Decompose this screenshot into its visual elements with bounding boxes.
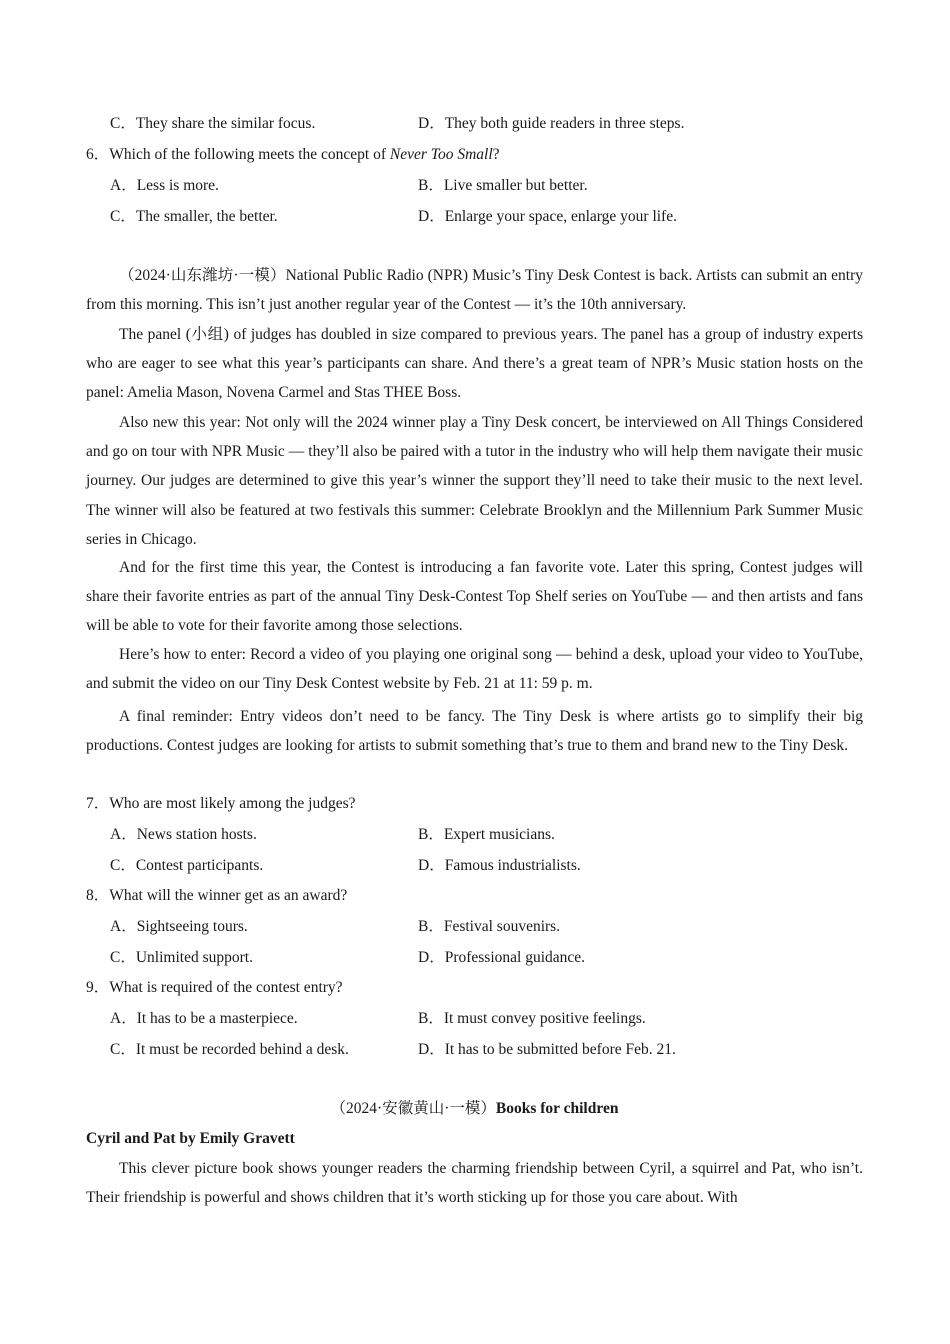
passage-paragraph-4: And for the first time this year, the Contest is introducing a fan favorite vote. Later this spring, Contest judges will share their favorite entries as part of the annual Tiny Desk-Contest Top Shelf series on YouTube — and then artists and fans will be able to vote for their favorite among those selections. xyxy=(86,559,863,635)
question-text: Which of the following meets the concept of xyxy=(109,146,390,163)
option-label: C． xyxy=(110,115,136,132)
option-label: D． xyxy=(418,115,445,132)
question-7-stem xyxy=(86,794,355,814)
option-label: C． xyxy=(110,857,136,874)
q9-option-d xyxy=(418,1040,676,1060)
option-label: B． xyxy=(418,177,444,194)
question-number: 6． xyxy=(86,146,110,163)
option-label: D． xyxy=(418,1041,445,1058)
section-heading xyxy=(86,1099,863,1119)
q9-option-b xyxy=(418,1009,646,1029)
q8-option-a xyxy=(110,917,248,937)
section-title: Books for children xyxy=(495,1100,619,1117)
option-text: News station hosts. xyxy=(136,826,257,843)
option-text: Live smaller but better. xyxy=(443,177,588,194)
option-label: C． xyxy=(110,949,136,966)
q6-option-b xyxy=(418,176,588,196)
option-text: It must be recorded behind a desk. xyxy=(135,1041,349,1058)
q6-option-c xyxy=(110,207,278,227)
option-label: D． xyxy=(418,857,445,874)
passage-paragraph-3: Also new this year: Not only will the 2024 winner play a Tiny Desk concert, be interviewed on All Things Considered and go on tour with NPR Music — they’ll also be paired with a tutor in the industry who will help them navigate their music journey. Our judges are determined to give this year’s winner the support they’ll need to take their music to the next level. The winner will also be featured at two festivals this summer: Celebrate Brooklyn and the Millennium Park Summer Music series in Chicago. xyxy=(86,414,863,548)
question-6-stem xyxy=(86,145,500,165)
question-text: What is required of the contest entry? xyxy=(109,979,343,996)
option-prev-d xyxy=(418,114,684,134)
question-text-end: ? xyxy=(492,146,500,163)
book-paragraph: This clever picture book shows younger readers the charming friendship between Cyril, a squirrel and Pat, who isn’t. Their friendship is powerful and shows children that it’s worth sticking up for those you care about. With xyxy=(86,1160,863,1207)
option-label: D． xyxy=(418,949,445,966)
paragraph-text: National Public Radio (NPR) Music’s Tiny Desk Contest is back. Artists can submit an entry from this morning. This isn’t just another regular year of the Contest — it’s the 10th anniversary. xyxy=(86,267,863,314)
option-prev-c xyxy=(110,114,315,134)
option-text: It has to be a masterpiece. xyxy=(136,1010,298,1027)
q7-option-a xyxy=(110,825,257,845)
q9-option-a xyxy=(110,1009,298,1029)
option-text: Expert musicians. xyxy=(443,826,555,843)
question-italic-title: Never Too Small xyxy=(389,146,493,163)
passage-paragraph-5: Here’s how to enter: Record a video of you playing one original song — behind a desk, upload your video to YouTube, and submit the video on our Tiny Desk Contest website by Feb. 21 at 11: 59 p. m. xyxy=(86,646,863,693)
option-text: Less is more. xyxy=(136,177,219,194)
option-text: Professional guidance. xyxy=(444,949,586,966)
option-text: It has to be submitted before Feb. 21. xyxy=(444,1041,676,1058)
option-label: C． xyxy=(110,1041,136,1058)
q6-option-d xyxy=(418,207,677,227)
question-number: 7． xyxy=(86,795,110,812)
question-text: What will the winner get as an award? xyxy=(109,887,348,904)
option-label: C． xyxy=(110,208,136,225)
q8-option-b xyxy=(418,917,560,937)
q8-option-d xyxy=(418,948,585,968)
option-label: A． xyxy=(110,918,137,935)
source-tag: （2024·安徽黄山·一模） xyxy=(330,1100,496,1117)
question-number: 9． xyxy=(86,979,110,996)
option-text: Famous industrialists. xyxy=(444,857,581,874)
q7-option-c xyxy=(110,856,263,876)
book-title xyxy=(86,1129,295,1149)
option-text: It must convey positive feelings. xyxy=(443,1010,646,1027)
q6-option-a xyxy=(110,176,219,196)
q7-option-b xyxy=(418,825,555,845)
option-text: They share the similar focus. xyxy=(135,115,316,132)
q9-option-c xyxy=(110,1040,349,1060)
option-label: D． xyxy=(418,208,445,225)
question-text: Who are most likely among the judges? xyxy=(109,795,356,812)
option-text: Enlarge your space, enlarge your life. xyxy=(444,208,677,225)
option-text: Festival souvenirs. xyxy=(443,918,561,935)
book-title-text: Cyril and Pat by Emily Gravett xyxy=(86,1130,295,1147)
q8-option-c xyxy=(110,948,253,968)
question-number: 8． xyxy=(86,887,110,904)
option-label: A． xyxy=(110,177,137,194)
source-tag: （2024·山东潍坊·一模） xyxy=(119,267,286,284)
option-label: B． xyxy=(418,1010,444,1027)
passage-paragraph-6: A final reminder: Entry videos don’t need to be fancy. The Tiny Desk is where artists go to simplify their big productions. Contest judges are looking for artists to submit something that’s true to them and brand new to the Tiny Desk. xyxy=(86,708,863,755)
question-8-stem xyxy=(86,886,347,906)
option-label: B． xyxy=(418,826,444,843)
option-label: B． xyxy=(418,918,444,935)
passage-paragraph-1 xyxy=(86,261,863,319)
option-label: A． xyxy=(110,826,137,843)
passage-paragraph-2: The panel (小组) of judges has doubled in size compared to previous years. The panel has a group of industry experts who are eager to see what this year’s participants can share. And there’s a great team of NPR’s Music station hosts on the panel: Amelia Mason, Novena Carmel and Stas THEE Boss. xyxy=(86,326,863,402)
option-text: They both guide readers in three steps. xyxy=(444,115,685,132)
q7-option-d xyxy=(418,856,581,876)
option-text: The smaller, the better. xyxy=(135,208,278,225)
option-text: Sightseeing tours. xyxy=(136,918,248,935)
option-text: Unlimited support. xyxy=(135,949,253,966)
option-label: A． xyxy=(110,1010,137,1027)
question-9-stem xyxy=(86,978,343,998)
option-text: Contest participants. xyxy=(135,857,264,874)
